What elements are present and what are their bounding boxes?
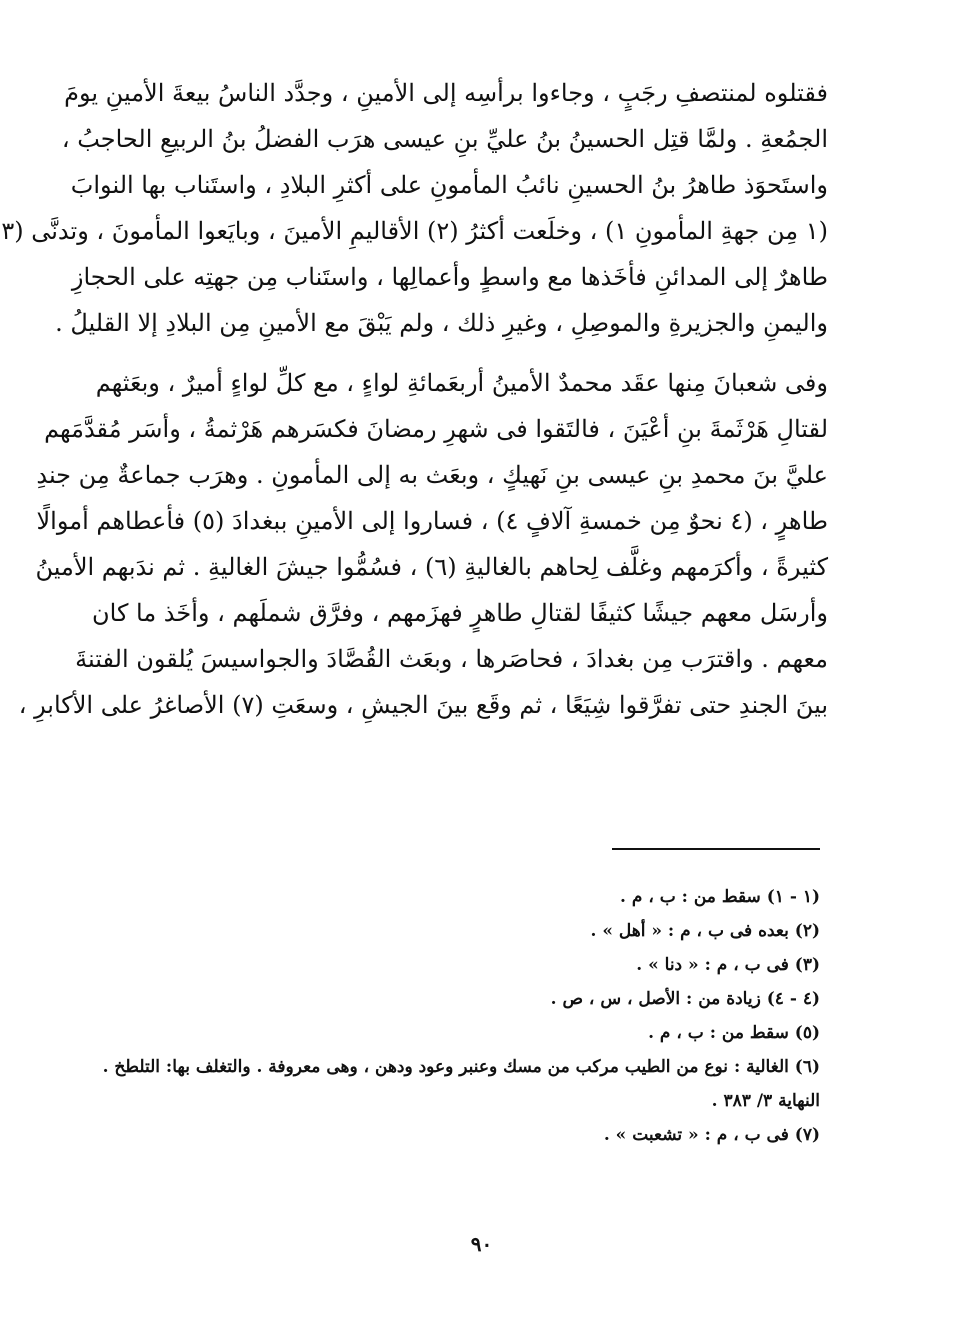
text-line: بينَ الجندِ حتى تفرَّقوا شِيَعًا ، ثم وقَع بينَ الجيشِ ، وسعَتِ (٧) الأصاغرُ على الأكابرِ ، bbox=[18, 691, 828, 719]
footnote: (٥) سقط من : ب ، م . bbox=[648, 1023, 820, 1043]
main-text-body bbox=[1, 70, 828, 728]
text-line: وأرسَل معهم جيشًا كثيفًا لقتالِ طاهرٍ فهزَمهم ، وفرَّق شملَهم ، وأخَذ ما كان bbox=[92, 599, 828, 627]
text-line: واستَحوَذ طاهرُ بنُ الحسينِ نائبُ المأمونِ على أكثرِ البلادِ ، واستَناب بها النوابَ bbox=[70, 171, 828, 199]
text-line: لقتالِ هَرْثَمةَ بنِ أعْيَنَ ، فالتَقوا فى شهرِ رمضانَ فكسَرهم هَرْثمةُ ، وأسَر مُقدَّمَهم bbox=[44, 415, 828, 443]
text-line: طاهرٌ إلى المدائنِ فأخَذها مع واسطٍ وأعمالِها ، واستَناب مِن جهتِه على الحجازِ bbox=[71, 263, 828, 291]
text-line: (١ مِن جهةِ المأمونِ ١) ، وخلَعت أكثرُ (٢) الأقاليمِ الأمينَ ، وبايَعوا المأمونَ ، وتدنَّى (٣ bbox=[1, 217, 828, 245]
footnote-separator bbox=[612, 848, 820, 850]
text-line: كثيرةً ، وأكرَمهم وغلَّف لِحاهم بالغاليةِ (٦) ، فسُمُّوا جيشَ الغاليةِ . ثم ندَبهم الأمينُ bbox=[35, 553, 828, 581]
footnote: (٢) بعده فى ب ، م : « أهل » . bbox=[590, 921, 820, 941]
paragraph-gap bbox=[108, 346, 828, 360]
page-number: ٩٠ bbox=[470, 1232, 493, 1256]
footnote: (٤ - ٤) زيادة من : الأصل ، س ، ص . bbox=[550, 989, 820, 1009]
footnote: (٦) الغالية : نوع من الطيب مركب من مسك وعنبر وعود ودهن ، وهى معروفة . والتغلف بها: التلطخ . bbox=[102, 1057, 820, 1077]
text-line: معهم . واقترَب مِن بغدادَ ، فحاصَرها ، وبعَث القُصَّادَ والجواسيسَ يُلقون الفتنةَ bbox=[75, 645, 828, 673]
footnote-continuation: النهاية ٣/ ٣٨٣ . bbox=[711, 1091, 820, 1111]
footnote: (٣) فى ب ، م : « دنا » . bbox=[636, 955, 820, 975]
text-line: عليَّ بنَ محمدِ بنِ عيسى بنِ نَهيكٍ ، وبعَث به إلى المأمونِ . وهرَب جماعةٌ مِن جندِ bbox=[36, 461, 828, 489]
footnote: (١ - ١) سقط من : ب ، م . bbox=[620, 887, 820, 907]
text-line: فقتلوه لمنتصفِ رجَبٍ ، وجاءوا برأسِه إلى الأمينِ ، وجدَّد الناسُ بيعةَ الأمينِ يومَ bbox=[64, 79, 828, 107]
text-line: الجمُعةِ . ولمَّا قتِل الحسينُ بنُ عليِّ بنِ عيسى هرَب الفضلُ بنُ الربيعِ الحاجبُ ، bbox=[61, 125, 828, 153]
footnotes bbox=[102, 880, 820, 1152]
text-line: واليمنِ والجزيرةِ والموصِلِ ، وغيرِ ذلك ، ولم يَبْقَ مع الأمينِ مِن البلادِ إلا القليلُ . bbox=[55, 309, 828, 337]
text-line: طاهرٍ ، (٤ نحوٌ مِن خمسةِ آلافٍ ٤) ، فساروا إلى الأمينِ ببغدادَ (٥) فأعطاهم أموالًا bbox=[36, 507, 828, 535]
text-line: وفى شعبانَ مِنها عقَد محمدٌ الأمينُ أربعَمائةِ لواءٍ ، مع كلِّ لواءٍ أميرٌ ، وبعَثهم bbox=[95, 369, 828, 397]
footnote: (٧) فى ب ، م : « تشعبت » . bbox=[603, 1125, 820, 1145]
